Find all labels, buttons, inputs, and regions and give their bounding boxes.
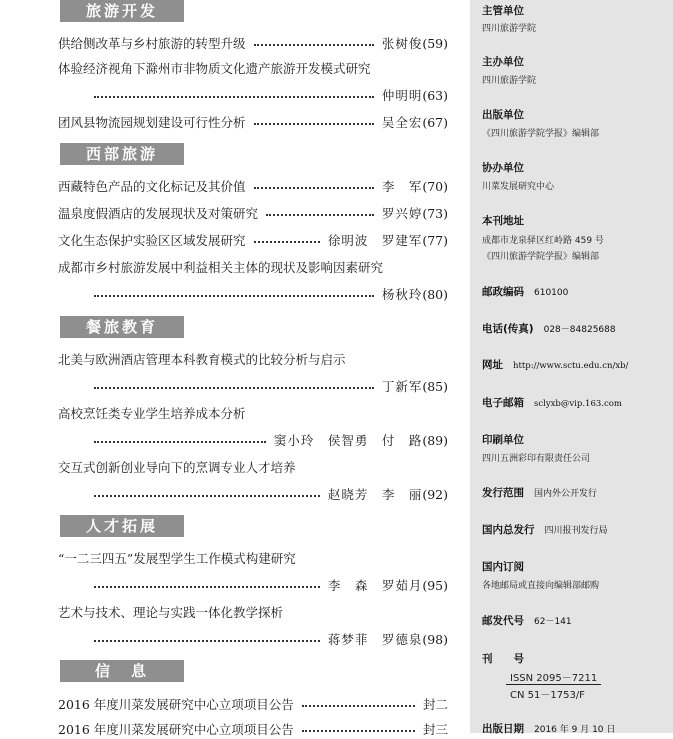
toc-entry[interactable]: [58, 230, 448, 250]
publication-info-panel: [470, 0, 673, 733]
toc-entry-title: 体验经济视角下滁州市非物质文化遗产旅游开发模式研究: [58, 61, 371, 76]
toc-entry-author: 张树俊: [381, 36, 423, 51]
toc-entry-title: “一二三四五”发展型学生工作模式构建研究: [58, 551, 296, 566]
email-row: [482, 395, 622, 410]
email-link[interactable]: sclyxb@vip.163.com: [534, 399, 622, 409]
toc-entry-author: 赵晓芳 李 丽: [327, 487, 423, 502]
toc-entry-author-line[interactable]: [58, 85, 448, 105]
section-header-hospitality-education: 餐旅教育: [60, 316, 184, 338]
toc-entry-title-line[interactable]: [58, 602, 448, 622]
toc-entry-title-line[interactable]: [58, 548, 448, 568]
postal-code-value: 62－141: [534, 617, 572, 627]
dot-leader: [254, 123, 374, 125]
toc-entry-title-line[interactable]: [58, 403, 448, 423]
toc-entry[interactable]: [58, 112, 448, 132]
toc-entry-author-line[interactable]: [58, 484, 448, 504]
toc-entry-page: (89): [422, 432, 448, 448]
toc-entry-title: 2016 年度川菜发展研究中心立项项目公告: [58, 697, 294, 712]
dot-leader: [94, 640, 320, 642]
printer-value: 四川五洲彩印有限责任公司: [482, 454, 591, 464]
organizer-label: 主办单位: [482, 56, 524, 68]
toc-entry-page: (95): [422, 577, 448, 593]
toc-entry-title: 2016 年度川菜发展研究中心立项项目公告: [58, 722, 294, 737]
toc-entry-title: 艺术与技术、理论与实践一体化教学探析: [58, 605, 284, 620]
distribution-value: 国内外公开发行: [534, 489, 598, 499]
domestic-distribution-row: [482, 522, 608, 537]
toc-entry[interactable]: [58, 33, 448, 53]
postcode-value: 610100: [534, 288, 569, 298]
toc-entry-author-line[interactable]: [58, 629, 448, 649]
sponsor-value: 四川旅游学院: [482, 24, 537, 34]
toc-entry-author: 罗兴婷: [381, 206, 423, 221]
publisher-value: 《四川旅游学院学报》编辑部: [482, 129, 600, 139]
toc-entry-title: 交互式创新创业导向下的烹调专业人才培养: [58, 460, 296, 475]
serial-label: 刊 号: [482, 653, 524, 665]
toc-entry-page: 封二: [422, 697, 448, 712]
toc-entry-title: 高校烹饪类专业学生培养成本分析: [58, 406, 246, 421]
toc-entry-page: (77): [422, 232, 448, 248]
toc-entry-author: 徐明波 罗建军: [327, 233, 423, 248]
organizer-value: 四川旅游学院: [482, 76, 537, 86]
toc-entry-author: 李 军: [381, 179, 423, 194]
toc-entry-author-line[interactable]: [58, 430, 448, 450]
dot-leader: [302, 730, 415, 732]
website-link[interactable]: http://www.sctu.edu.cn/xb/: [513, 361, 629, 371]
section-header-information: 信 息: [60, 660, 184, 682]
dot-leader: [254, 44, 374, 46]
toc-entry-author: 仲明明: [381, 88, 423, 103]
issn-value: ISSN 2095－7211: [506, 669, 601, 685]
coorganizer-value: 川菜发展研究中心: [482, 182, 555, 192]
printer-label: 印刷单位: [482, 434, 524, 446]
toc-entry-title-line[interactable]: [58, 349, 448, 369]
section-header-tourism-development: 旅游开发: [60, 0, 184, 22]
dot-leader: [254, 187, 374, 189]
distribution-row: [482, 485, 597, 500]
toc-entry-title: 温泉度假酒店的发展现状及对策研究: [58, 206, 259, 221]
toc-entry-page: (67): [422, 114, 448, 130]
address-line2: 《四川旅游学院学报》编辑部: [482, 252, 600, 262]
section-header-talent-development: 人才拓展: [60, 515, 184, 537]
address-label: 本刊地址: [482, 215, 524, 227]
phone-label: 电话(传真): [482, 323, 534, 335]
subscription-value: 各地邮局或直接向编辑部邮购: [482, 581, 600, 591]
domestic-distribution-value: 四川报刊发行局: [544, 526, 608, 536]
cn-value: CN 51－1753/F: [510, 690, 585, 701]
publisher-label: 出版单位: [482, 109, 524, 121]
toc-entry-author-line[interactable]: [58, 284, 448, 304]
toc-entry-author: 蒋梦菲 罗德泉: [327, 632, 423, 647]
dot-leader: [254, 241, 320, 243]
pubdate-label: 出版日期: [482, 723, 524, 735]
domestic-distribution-label: 国内总发行: [482, 524, 535, 536]
postcode-row: [482, 284, 568, 299]
toc-entry[interactable]: [58, 719, 448, 739]
toc-entry-title: 供给侧改革与乡村旅游的转型升级: [58, 36, 246, 51]
dot-leader: [94, 295, 374, 297]
toc-entry[interactable]: [58, 176, 448, 196]
toc-entry-title: 团风县物流园规划建设可行性分析: [58, 115, 246, 130]
toc-entry[interactable]: [58, 694, 448, 714]
toc-entry-page: 封三: [422, 722, 448, 737]
dot-leader: [94, 495, 320, 497]
section-header-western-tourism: 西部旅游: [60, 143, 184, 165]
toc-entry-author: 李 森 罗茹月: [327, 578, 423, 593]
subscription-label: 国内订阅: [482, 561, 524, 573]
toc-entry-page: (85): [422, 378, 448, 394]
dot-leader: [94, 441, 266, 443]
distribution-label: 发行范围: [482, 487, 524, 499]
toc-entry-page: (92): [422, 486, 448, 502]
toc-entry-title-line[interactable]: [58, 457, 448, 477]
postcode-label: 邮政编码: [482, 286, 524, 298]
dot-leader: [94, 96, 374, 98]
toc-entry-page: (70): [422, 178, 448, 194]
toc-entry-page: (59): [422, 35, 448, 51]
postal-code-label: 邮发代号: [482, 615, 524, 627]
phone-row: [482, 321, 616, 336]
sponsor-label: 主管单位: [482, 5, 524, 17]
toc-entry-author-line[interactable]: [58, 376, 448, 396]
address-line1: 成都市龙泉驿区红岭路 459 号: [482, 236, 604, 246]
dot-leader: [266, 214, 374, 216]
toc-entry[interactable]: [58, 203, 448, 223]
toc-entry-title-line[interactable]: [58, 257, 448, 277]
toc-entry-page: (80): [422, 286, 448, 302]
coorganizer-label: 协办单位: [482, 162, 524, 174]
email-label: 电子邮箱: [482, 397, 524, 409]
toc-entry-page: (63): [422, 87, 448, 103]
toc-entry-page: (73): [422, 205, 448, 221]
postal-code-row: [482, 613, 572, 628]
toc-entry-title: 文化生态保护实验区区域发展研究: [58, 233, 246, 248]
toc-entry-title: 北美与欧洲酒店管理本科教育模式的比较分析与启示: [58, 352, 346, 367]
toc-entry-author: 丁新军: [381, 379, 423, 394]
website-label: 网址: [482, 359, 503, 371]
website-row: [482, 357, 628, 372]
pubdate-row: [482, 721, 615, 736]
toc-entry-page: (98): [422, 631, 448, 647]
toc-entry-author: 窦小玲 侯智勇 付 路: [273, 433, 423, 448]
toc-entry-title: 成都市乡村旅游发展中利益相关主体的现状及影响因素研究: [58, 260, 384, 275]
phone-value: 028－84825688: [543, 325, 616, 335]
dot-leader: [94, 387, 374, 389]
toc-entry-title: 西藏特色产品的文化标记及其价值: [58, 179, 246, 194]
dot-leader: [302, 705, 415, 707]
toc-entry-author-line[interactable]: [58, 575, 448, 595]
toc-entry-author: 杨秋玲: [381, 287, 423, 302]
dot-leader: [94, 586, 320, 588]
pubdate-value: 2016 年 9 月 10 日: [534, 725, 616, 735]
toc-entry-title-line[interactable]: [58, 58, 448, 78]
toc-entry-author: 吴全宏: [381, 115, 423, 130]
